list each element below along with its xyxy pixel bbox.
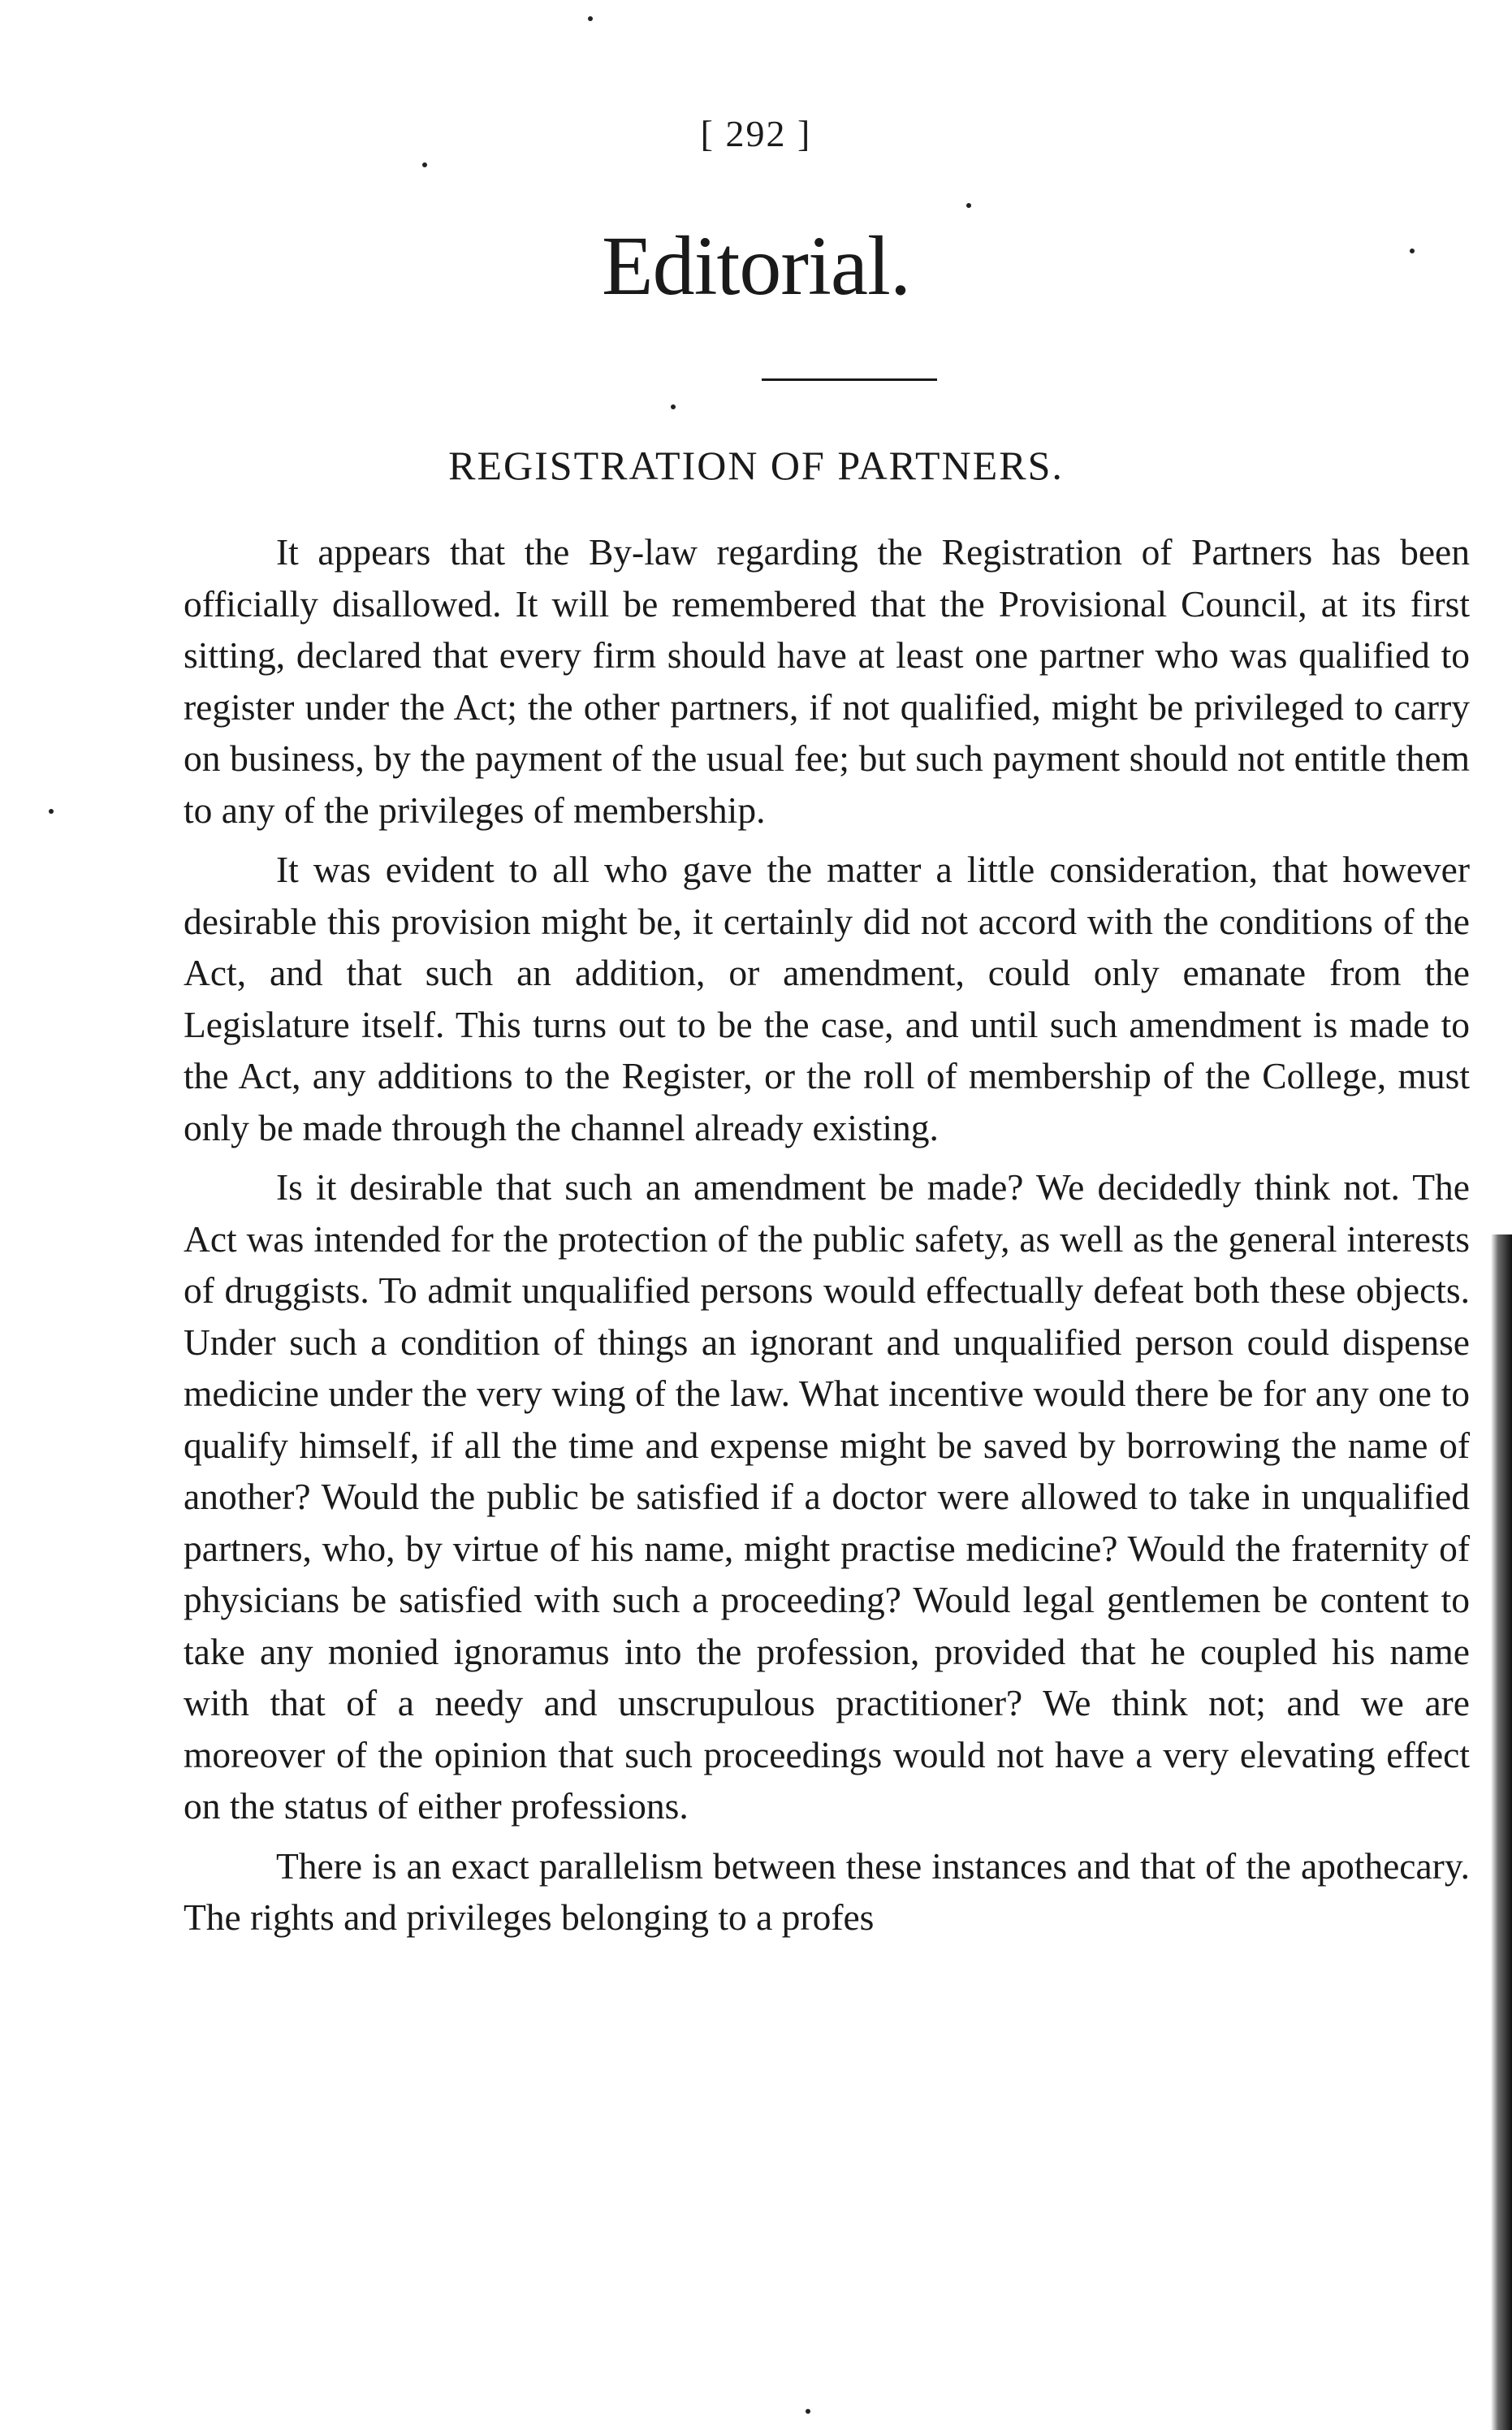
paragraph: Is it desirable that such an amendment be made? We decidedly think not. The Act was intended for the protection of the public safety, as well as the general interests of druggists. To admit unqualified persons would effectually defeat both these objects. Under such a condition of things an ignorant and unqualified person could dispense medicine under the very wing of the law. What incentive would there be for any one to qualify himself, if all the time and expense might be saved by borrowing the name of another? Would the public be satisfied if a doctor were allowed to take in unqualified partners, who, by virtue of his name, might practise medicine? Would the fraternity of physicians be satisfied with such a proceeding? Would legal gentlemen be content to take any monied ignoramus into the profession, provided that he coupled his name with that of a needy and unscrupulous practitioner? We think not; and we are moreover of the opinion that such proceedings would not have a very elevating effect on the status of either professions.: [184, 1166, 1470, 1827]
paragraph: It was evident to all who gave the matter a little consideration, that however desirable this provision might be, it certainly did not accord with the conditions of the Act, and that such an addition, or amendment, could only emanate from the Legislature itself. This turns out to be the case, and until such amendment is made to the Act, any additions to the Register, or the roll of membership of the College, must only be made through the channel already existing.: [184, 849, 1470, 1148]
scan-speck: [422, 162, 427, 167]
page-number: [ 292 ]: [700, 113, 812, 154]
page-title: Editorial.: [602, 219, 910, 313]
scan-speck: [806, 2409, 810, 2414]
article-body: [184, 526, 1470, 1952]
paragraph: It appears that the By-law regarding the Registration of Partners has been officially disallowed. It will be remembered that the Provisional Council, at its first sitting, declared that every firm should have at least one partner who was qualified to register under the Act; the other partners, if not qualified, might be privileged to carry on business, by the payment of the usual fee; but such payment should not entitle them to any of the privileges of membership.: [184, 531, 1470, 831]
scan-speck: [671, 404, 676, 409]
scan-speck: [588, 16, 593, 21]
scan-speck: [966, 203, 971, 208]
scan-speck: [1410, 249, 1415, 253]
scan-speck: [49, 809, 54, 814]
scan-edge-shadow: [1491, 1234, 1512, 2430]
title-divider: [762, 378, 937, 381]
paragraph: There is an exact parallelism between these instances and that of the apothecary. The rights and privileges belonging to a profes: [184, 1844, 1470, 1938]
article-heading: REGISTRATION OF PARTNERS.: [448, 443, 1064, 488]
